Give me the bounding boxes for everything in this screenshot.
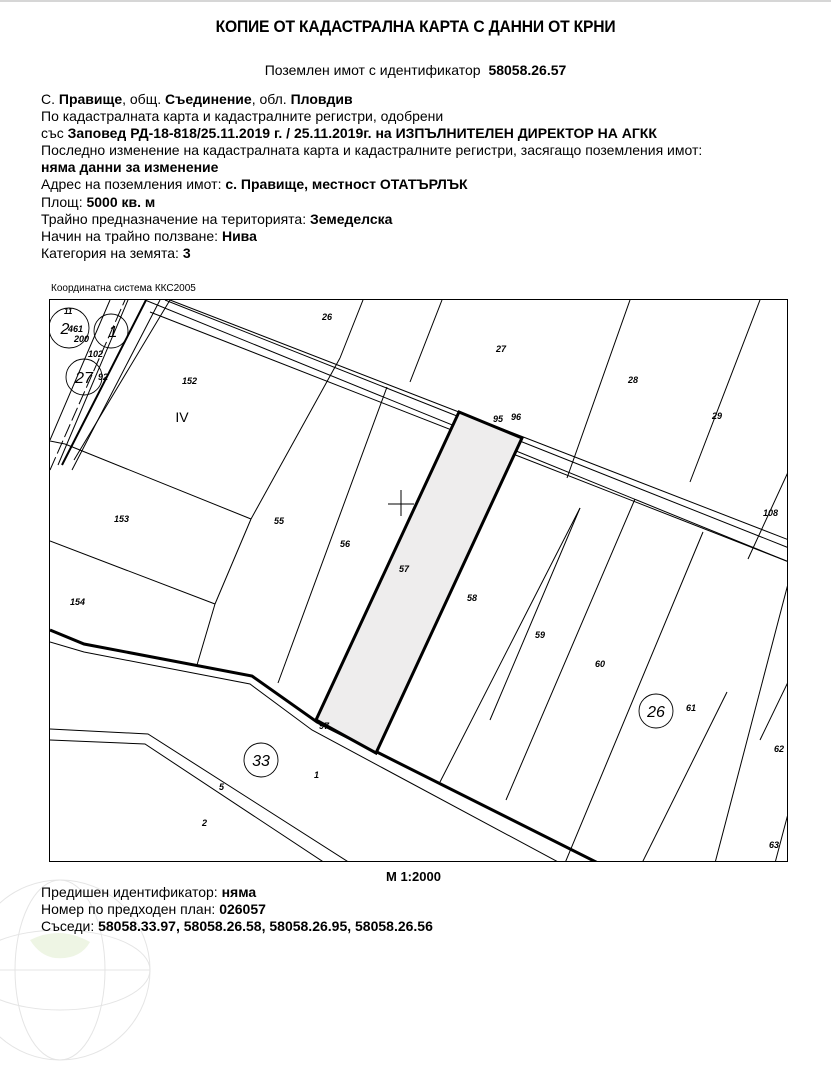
last-change-value (41, 159, 702, 176)
svg-text:153: 153 (114, 514, 130, 524)
usage-line (41, 228, 702, 245)
svg-text:29: 29 (712, 411, 723, 421)
previous-identifier-label: Предишен идентификатор: (41, 884, 222, 900)
svg-text:56: 56 (340, 539, 351, 549)
area-line (41, 194, 702, 211)
svg-text:60: 60 (595, 659, 606, 669)
svg-text:102: 102 (88, 349, 104, 359)
purpose-line (41, 211, 702, 228)
last-change-text: няма данни за изменение (41, 159, 219, 176)
svg-text:55: 55 (274, 516, 285, 526)
svg-text:27: 27 (75, 370, 93, 387)
address-line (41, 176, 702, 193)
area-label: Площ: (41, 193, 87, 210)
svg-text:28: 28 (628, 375, 639, 385)
usage-value: Нива (221, 227, 257, 244)
svg-text:IV: IV (175, 409, 189, 425)
property-info (41, 91, 702, 262)
municipality: Съединение (165, 91, 252, 107)
order-value: Заповед РД-18-818/25.11.2019 г. / 25.11.2019г. на ИЗПЪЛНИТЕЛЕН ДИРЕКТОР НА АГКК (67, 125, 657, 142)
svg-text:2: 2 (60, 321, 70, 338)
svg-text:61: 61 (686, 703, 697, 713)
svg-text:96: 96 (511, 412, 522, 422)
neighbours-value: 58058.33.97, 58058.26.58, 58058.26.95, 58058.26.56 (98, 918, 433, 934)
village-prefix: С. (41, 91, 59, 107)
region-prefix: , обл. (251, 91, 291, 107)
municipality-prefix: , общ. (122, 91, 165, 107)
neighbours-line (41, 918, 433, 935)
cadastral-map[interactable] (49, 299, 788, 862)
svg-text:461: 461 (68, 324, 84, 334)
region: Пловдив (290, 91, 353, 107)
order-prefix: със (41, 125, 68, 142)
plan-number-label: Номер по предходен план: (41, 901, 220, 917)
address-value: с. Правище, местност ОТАТЪРЛЪК (225, 176, 468, 193)
address-label: Адрес на поземления имот: (41, 176, 226, 193)
svg-text:152: 152 (182, 376, 198, 386)
last-change-label: Последно изменение на кадастралната карта и кадастралните регистри, засягащо поземления имот: (41, 142, 703, 159)
document-title: КОПИЕ ОТ КАДАСТРАЛНА КАРТА С ДАННИ ОТ КРНИ (215, 17, 616, 36)
plan-number-value: 026057 (219, 901, 266, 917)
area-value: 5000 кв. м (86, 193, 156, 210)
purpose-value: Земеделска (309, 210, 393, 227)
coordinate-system: Координатна система ККС2005 (51, 283, 196, 294)
svg-text:1: 1 (314, 770, 320, 780)
order-line (41, 125, 702, 142)
svg-text:58: 58 (467, 593, 478, 603)
neighbours-label: Съседи: (41, 918, 99, 934)
map-drawing (50, 300, 788, 862)
svg-text:27: 27 (496, 344, 507, 354)
svg-text:108: 108 (763, 508, 779, 518)
svg-text:92: 92 (98, 372, 109, 382)
svg-text:57: 57 (399, 564, 410, 574)
svg-text:200: 200 (74, 334, 90, 344)
category-line (41, 245, 702, 262)
svg-text:33: 33 (252, 753, 270, 770)
usage-label: Начин на трайно ползване: (41, 227, 222, 244)
identifier-label: Поземлен имот с идентификатор (264, 62, 481, 78)
svg-text:95: 95 (493, 414, 504, 424)
purpose-label: Трайно предназначение на територията: (41, 210, 310, 227)
svg-text:62: 62 (774, 744, 785, 754)
svg-text:63: 63 (769, 840, 780, 850)
previous-identifier-value: няма (221, 884, 257, 900)
property-identifier (0, 62, 831, 78)
previous-identifier-line (41, 884, 433, 901)
top-border (0, 0, 831, 2)
category-label: Категория на земята: (41, 244, 183, 261)
plan-number-line (41, 901, 433, 918)
approval-line: По кадастралната карта и кадастралните регистри, одобрени (41, 108, 444, 125)
svg-text:5: 5 (219, 782, 225, 792)
svg-text:2: 2 (202, 818, 208, 828)
svg-text:11: 11 (64, 307, 73, 316)
village: Правище (58, 91, 123, 107)
identifier-value: 58058.26.57 (488, 62, 567, 78)
svg-text:59: 59 (535, 630, 546, 640)
svg-text:1: 1 (108, 324, 118, 341)
map-scale: М 1:2000 (386, 869, 441, 884)
svg-text:97: 97 (319, 721, 330, 731)
footer-info (41, 884, 433, 935)
svg-text:26: 26 (647, 704, 665, 721)
svg-text:154: 154 (70, 597, 86, 607)
category-value: 3 (182, 244, 191, 261)
svg-text:26: 26 (322, 312, 333, 322)
location-line (41, 91, 702, 108)
